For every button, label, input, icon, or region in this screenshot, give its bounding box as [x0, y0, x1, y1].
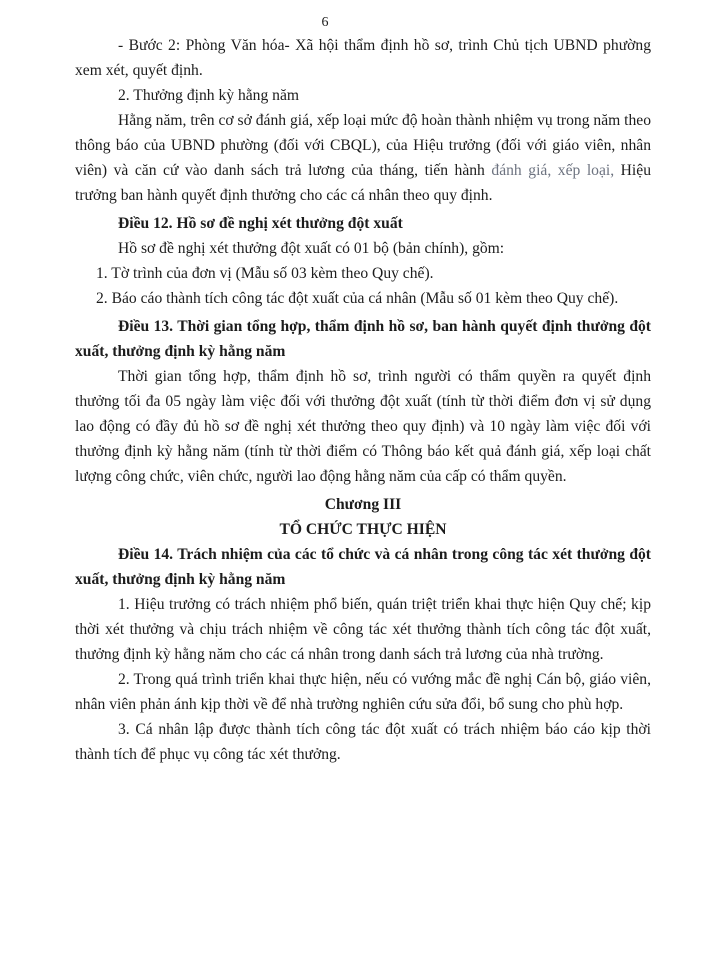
paragraph-annual-reward: 2. Thưởng định kỳ hằng năm [118, 87, 299, 104]
page-number: 6 [321, 15, 329, 30]
document-body [75, 33, 651, 767]
paragraph-d14-1: 1. Hiệu trưởng có trách nhiệm phổ biến, quán triệt triển khai thực hiện Quy chế; kịp thời xét thưởng và chịu trách nhiệm về công tác xét thưởng thành tích công tác đột xuất, thưởng định kỳ hằng năm cho các cá nhân trong danh sách trả lương của nhà trường. [75, 596, 651, 663]
paragraph-hangnam-gray-phrase: đánh giá, xếp loại, [491, 162, 615, 179]
paragraph-hangnam [75, 108, 651, 208]
heading-dieu-12: Điều 12. Hồ sơ đề nghị xét thưởng đột xuất [118, 215, 403, 232]
paragraph-hangnam-segment-1: Hằng năm, trên cơ sở đánh giá, xếp loại mức độ hoàn thành nhiệm vụ trong năm theo thông báo của UBND phường (đối với CBQL), của Hiệu trưởng (đối với giáo viên, nhân viên) và căn cứ vào danh sách trả lương của tháng, tiến hành [75, 112, 651, 179]
paragraph-d12-intro: Hồ sơ đề nghị xét thưởng đột xuất có 01 bộ (bản chính), gồm: [118, 240, 505, 257]
list-item-1: 1. Tờ trình của đơn vị (Mẫu số 03 kèm theo Quy chế). [96, 265, 434, 282]
chapter-label: Chương III [324, 496, 402, 513]
heading-dieu-14: Điều 14. Trách nhiệm của các tổ chức và cá nhân trong công tác xét thưởng đột xuất, thưởng định kỳ hằng năm [75, 546, 651, 588]
paragraph-hangnam-segment-2: Hiệu trưởng ban hành quyết định thưởng cho các cá nhân theo quy định. [75, 162, 651, 204]
list-item-2: 2. Báo cáo thành tích công tác đột xuất của cá nhân (Mẫu số 01 kèm theo Quy chế). [96, 290, 619, 307]
paragraph-step2: - Bước 2: Phòng Văn hóa- Xã hội thẩm định hồ sơ, trình Chủ tịch UBND phường xem xét, quyết định. [75, 37, 651, 79]
paragraph-d14-3: 3. Cá nhân lập được thành tích công tác đột xuất có trách nhiệm báo cáo kịp thời thành tích để phục vụ công tác xét thưởng. [75, 721, 651, 763]
paragraph-d13-time: Thời gian tổng hợp, thẩm định hồ sơ, trình người có thẩm quyền ra quyết định thưởng tối đa 05 ngày làm việc đối với thưởng đột xuất (tính từ thời điểm đơn vị sử dụng lao động có đầy đủ hồ sơ đề nghị xét thưởng theo quy định) và 10 ngày làm việc đối với thưởng định kỳ hằng năm (tính từ thời điểm có Thông báo kết quả đánh giá, xếp loại chất lượng công chức, viên chức, người lao động hằng năm của cấp có thẩm quyền. [75, 368, 651, 485]
heading-dieu-13: Điều 13. Thời gian tổng hợp, thẩm định hồ sơ, ban hành quyết định thưởng đột xuất, thưởng định kỳ hằng năm [75, 318, 651, 360]
chapter-title: TỔ CHỨC THỰC HIỆN [279, 521, 447, 538]
paragraph-d14-2: 2. Trong quá trình triển khai thực hiện, nếu có vướng mắc đề nghị Cán bộ, giáo viên, nhân viên phản ánh kịp thời về để nhà trường nghiên cứu sửa đổi, bổ sung cho phù hợp. [75, 671, 651, 713]
